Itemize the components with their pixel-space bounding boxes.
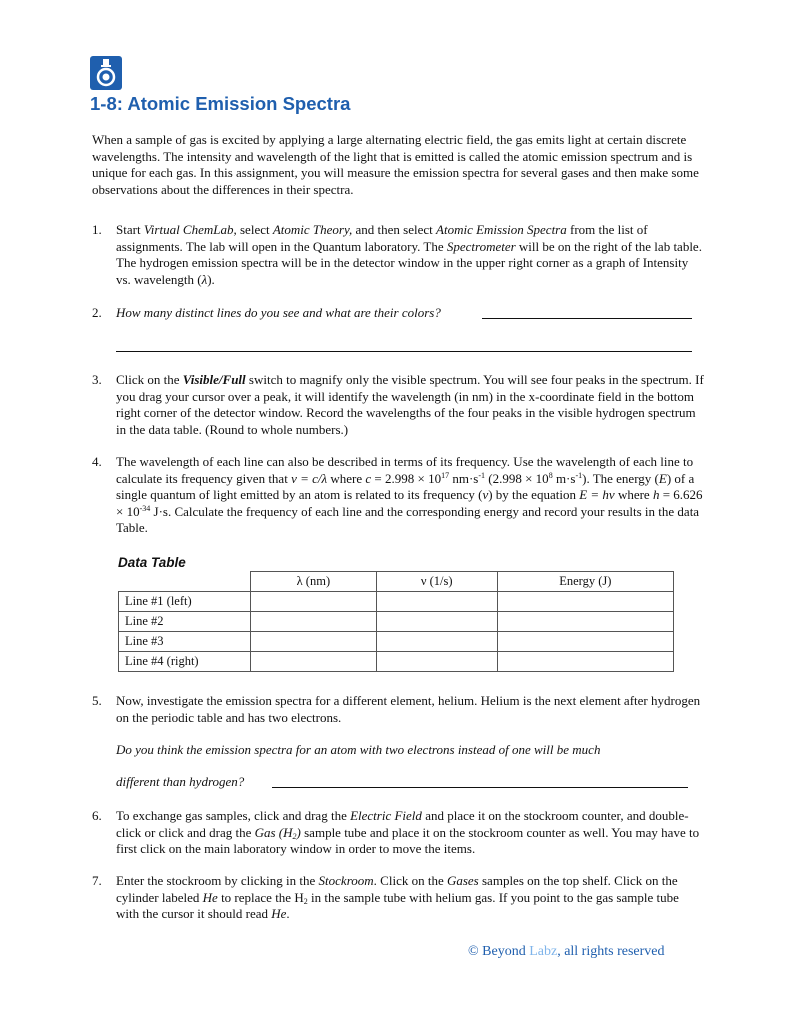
row-label: Line #4 (right)	[119, 652, 251, 672]
wavelength-cell[interactable]	[251, 652, 377, 672]
flask-medal-icon	[90, 56, 122, 90]
step-3: 3. Click on the Visible/Full switch to magnify only the visible spectrum. You will see four peaks in the spectrum. If you drag your cursor over a peak, it will identify the wavelength (in nm) in the x-coordinate field in the bottom right corner of the detector window. Record the wavelengths of the four peaks in the visible hydrogen spectrum in the data table. (Round to whole numbers.)	[92, 372, 704, 437]
step-number: 3.	[92, 372, 102, 387]
frequency-cell[interactable]	[376, 592, 497, 612]
table-row	[119, 592, 674, 612]
table-header-row	[119, 572, 674, 592]
step-4: 4. The wavelength of each line can also be described in terms of its frequency. Use the wavelength of each line to calculate its frequency given that ν = c/λ where $c = 2.998 \times 10^{17}$ $nm\cdot s^{-1}$ ($2.998 \times 10^8$ $m\cdot s^{-1}$). The energy (E) of a single quantum of light emitted by an atom is related to its frequency (ν) by the equation E = hν where $h = 6.626 \times 10^{-34}$ J·s. Calculate the frequency of each line and the corresponding energy and record your results in the data Table.	[92, 454, 703, 535]
data-table	[118, 571, 674, 672]
step-number: 7.	[92, 873, 102, 888]
step-number: 6.	[92, 808, 102, 823]
question-text: different than hydrogen?	[116, 774, 245, 789]
intro-paragraph: When a sample of gas is excited by applying a large alternating electric field, the gas emits light at certain discrete wavelengths. The intensity and wavelength of the light that is emitted is called the atomic emission spectrum and is unique for each gas. In this assignment, you will measure the emission spectra for several gases and then make some observations about the differences in their spectra.	[92, 132, 699, 197]
wavelength-cell[interactable]	[251, 632, 377, 652]
row-label: Line #3	[119, 632, 251, 652]
brand-name: Labz	[529, 944, 558, 959]
wavelength-cell[interactable]	[251, 592, 377, 612]
energy-cell[interactable]	[497, 612, 673, 632]
frequency-cell[interactable]	[376, 652, 497, 672]
step-2	[92, 305, 704, 322]
table-row	[119, 632, 674, 652]
frequency-cell[interactable]	[376, 612, 497, 632]
answer-blank[interactable]	[116, 351, 692, 352]
question-text: How many distinct lines do you see and what are their colors?	[116, 305, 441, 320]
step-number: 4.	[92, 454, 102, 469]
frequency-cell[interactable]	[376, 632, 497, 652]
copyright-footer: © Beyond Labz, all rights reserved	[468, 944, 665, 959]
row-label: Line #1 (left)	[119, 592, 251, 612]
table-header-wavelength: λ (nm)	[251, 572, 377, 592]
step-number: 2.	[92, 305, 102, 320]
row-label: Line #2	[119, 612, 251, 632]
energy-cell[interactable]	[497, 652, 673, 672]
answer-blank[interactable]	[272, 787, 688, 788]
answer-blank[interactable]	[482, 318, 692, 319]
step-1: 1. Start Virtual ChemLab, select Atomic Theory, and then select Atomic Emission Spectra from the list of assignments. The lab will open in the Quantum laboratory. The Spectrometer will be on the right of the lab table. The hydrogen emission spectra will be in the detector window in the upper right corner as a graph of Intensity vs. wavelength (λ).	[92, 222, 702, 287]
step-7: 7. Enter the stockroom by clicking in the Stockroom. Click on the Gases samples on the top shelf. Click on the cylinder labeled He to replace the $H_2$ in the sample tube with helium gas. If you point to the gas sample tube with the cursor it should read He.	[92, 873, 679, 921]
step-number: 1.	[92, 222, 102, 237]
step-6: 6. To exchange gas samples, click and drag the Electric Field and place it on the stockroom counter, and double-click or click and drag the Gas $(H_2)$ sample tube and place it on the stockroom counter as well. You may have to first click on the main laboratory window in order to move the items.	[92, 808, 700, 856]
table-row	[119, 652, 674, 672]
question-text: Do you think the emission spectra for an atom with two electrons instead of one will be much	[116, 742, 601, 757]
energy-cell[interactable]	[497, 632, 673, 652]
step-5	[92, 693, 704, 726]
energy-cell[interactable]	[497, 592, 673, 612]
wavelength-cell[interactable]	[251, 612, 377, 632]
data-table-title: Data Table	[118, 555, 186, 570]
table-header-frequency: ν (1/s)	[376, 572, 497, 592]
step-text: Now, investigate the emission spectra for a different element, helium. Helium is the next element after hydrogen on the periodic table and has two electrons.	[116, 693, 701, 725]
page-title: 1-8: Atomic Emission Spectra	[90, 93, 351, 114]
table-header-energy: Energy (J)	[497, 572, 673, 592]
table-row	[119, 612, 674, 632]
table-header	[119, 572, 251, 592]
step-number: 5.	[92, 693, 102, 708]
